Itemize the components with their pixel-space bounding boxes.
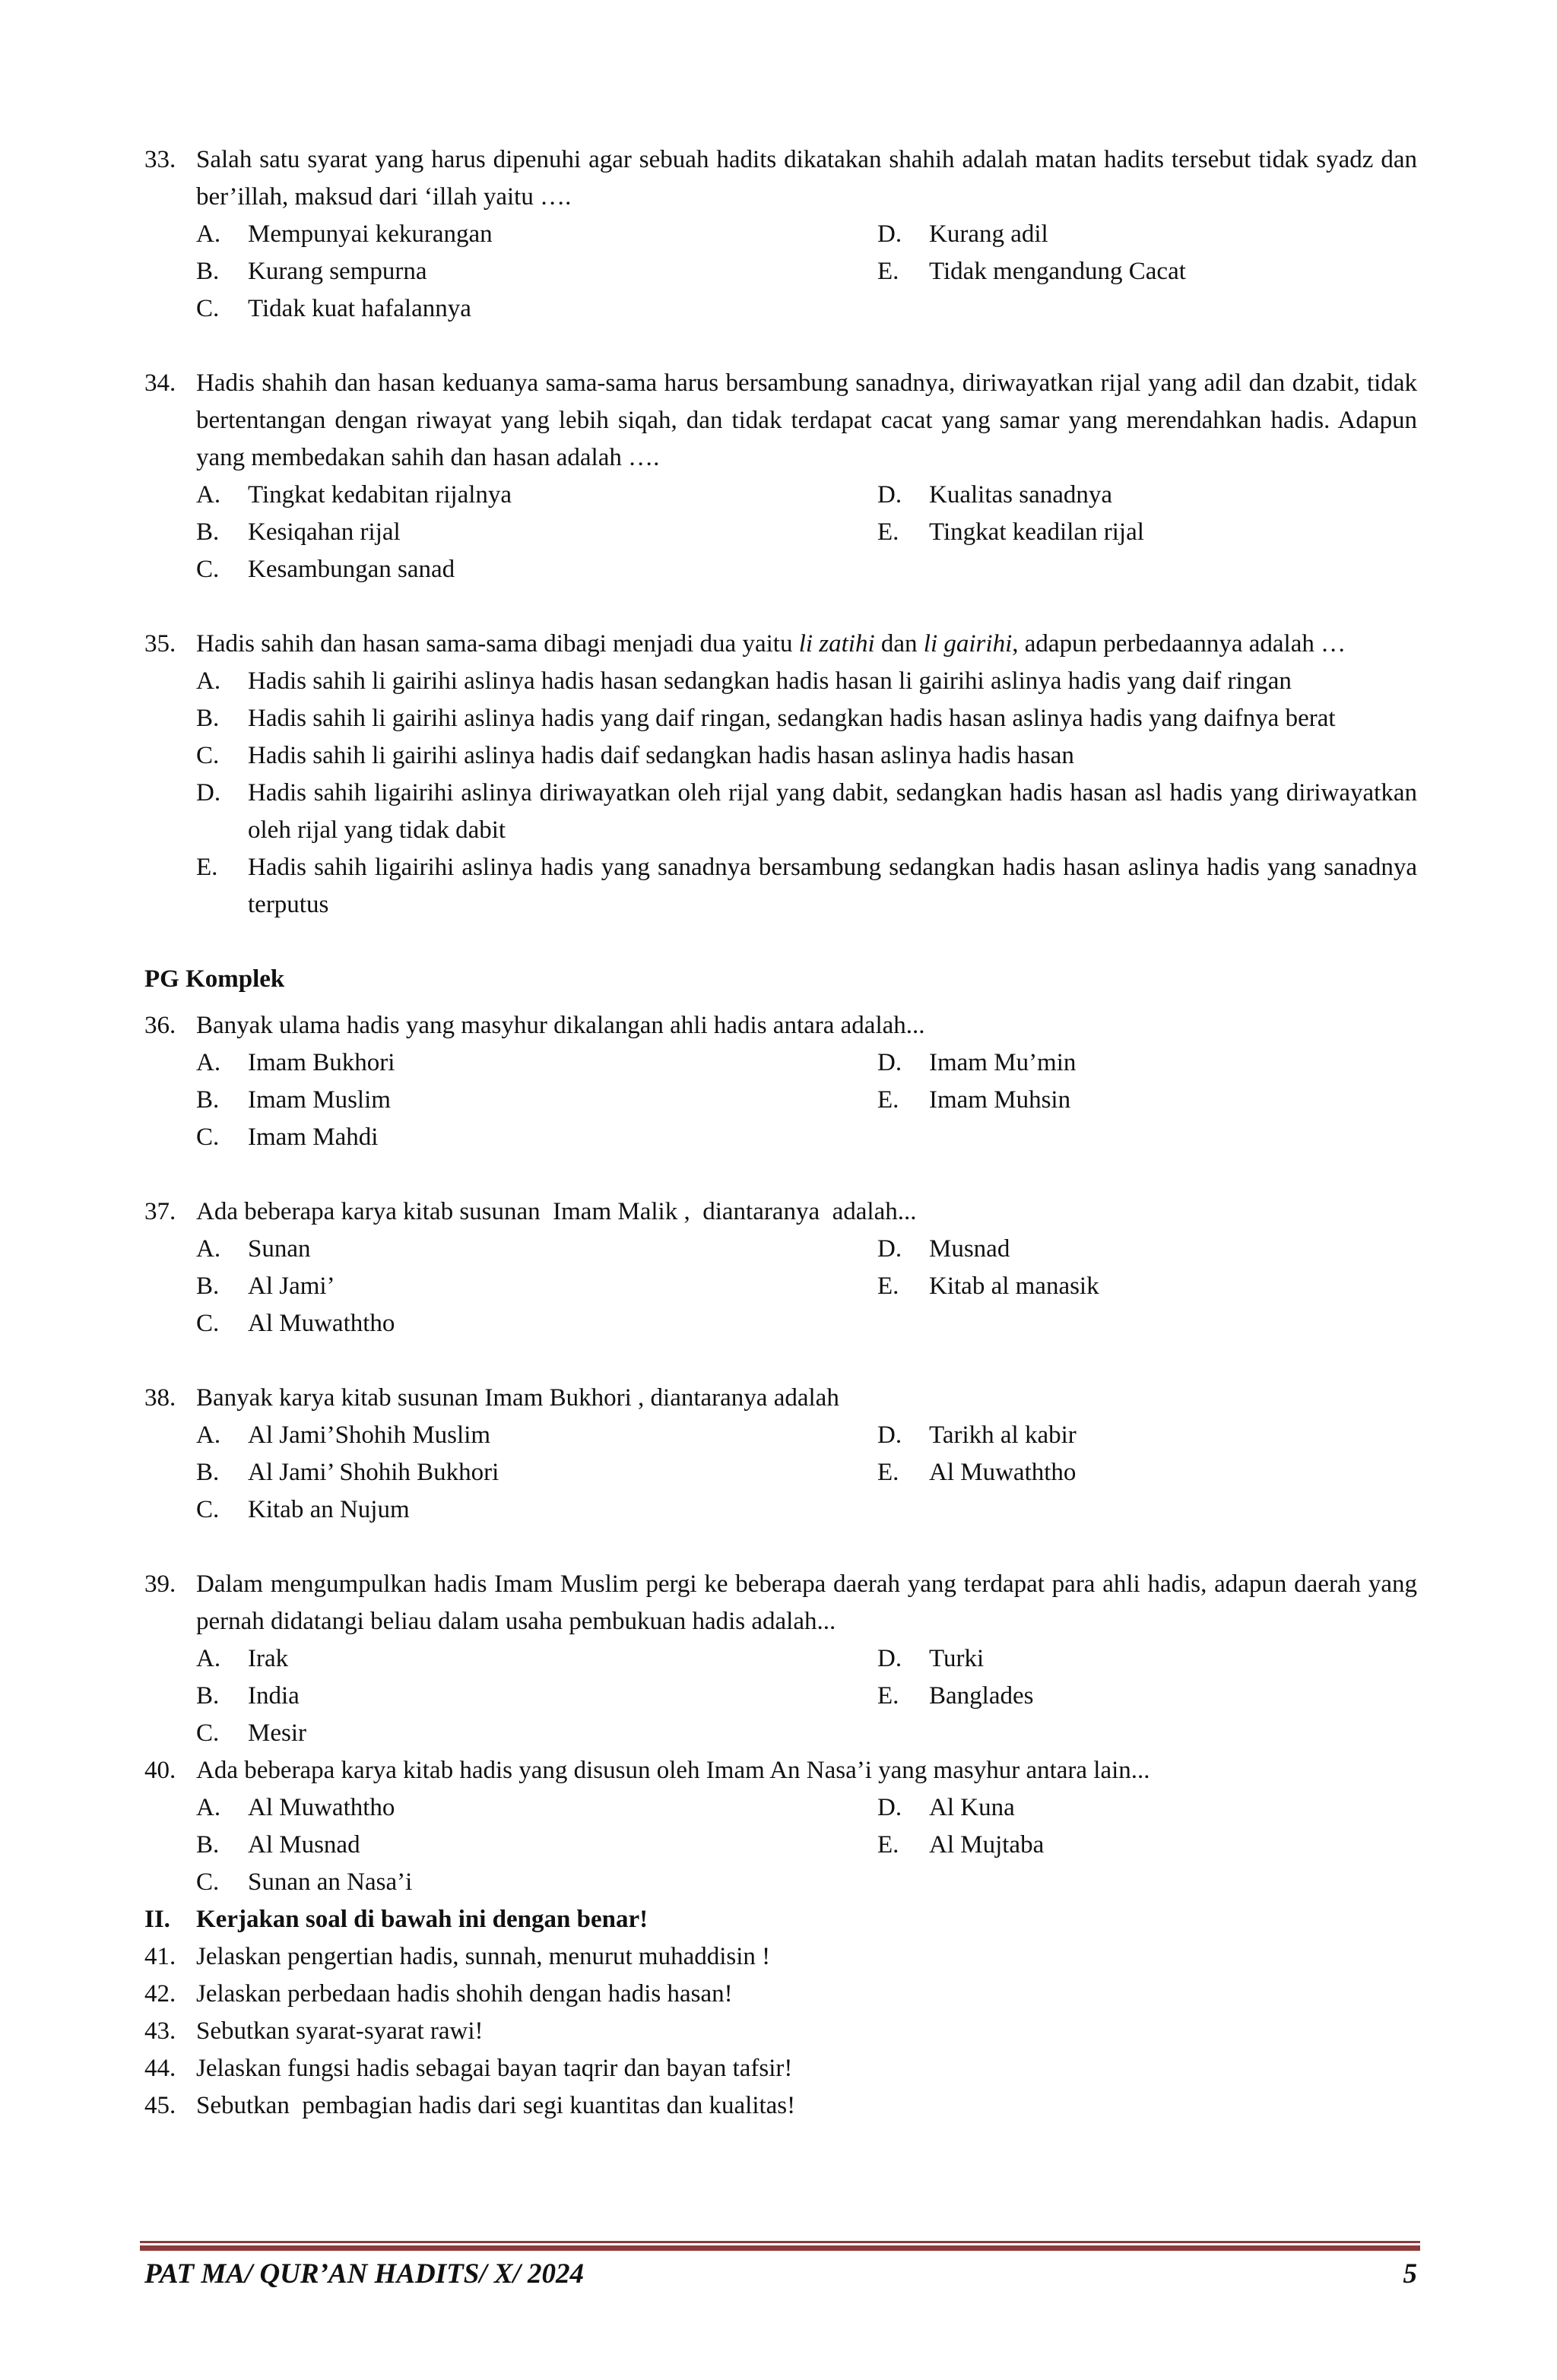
option-a: A. Imam Bukhori (196, 1049, 395, 1076)
question-number: 38. (144, 1384, 176, 1412)
footer-title: PAT MA/ QUR’AN HADITS/ X/ 2024 (144, 2258, 585, 2290)
options-grid (196, 1417, 1417, 1529)
option-c: C. Mesir (196, 1719, 306, 1747)
page-number: 5 (1403, 2258, 1417, 2290)
question-text: Hadis sahih dan hasan sama-sama dibagi menjadi dua yaitu li zatihi dan li gairihi, adapun perbedaannya adalah … (196, 630, 1346, 658)
options-grid (196, 216, 1417, 328)
question-number: 34. (144, 369, 176, 397)
option-e: E. Hadis sahih ligairihi aslinya hadis yang sanadnya bersambung sedangkan hadis hasan aslinya hadis yang sanadnya terputus (196, 854, 1417, 918)
option-a: A. Mempunyai kekurangan (196, 220, 493, 248)
option-b: B. Hadis sahih li gairihi aslinya hadis yang daif ringan, sedangkan hadis hasan aslinya hadis yang daifnya berat (196, 705, 1336, 732)
question-34 (144, 365, 1417, 588)
option-d: D. Musnad (877, 1235, 1010, 1263)
question-number: 36. (144, 1012, 176, 1039)
options-grid (196, 1044, 1417, 1156)
question-text: Salah satu syarat yang harus dipenuhi agar sebuah hadits dikatakan shahih adalah matan hadits tersebut tidak syadz dan ber’illah, maksud dari ‘illah yaitu …. (196, 146, 1417, 211)
question-number: 37. (144, 1198, 176, 1225)
question-number: 35. (144, 630, 176, 658)
question-text: Ada beberapa karya kitab hadis yang disusun oleh Imam An Nasa’i yang masyhur antara lain... (196, 1757, 1150, 1784)
question-text: Banyak karya kitab susunan Imam Bukhori , diantaranya adalah (196, 1384, 839, 1412)
option-e: E. Al Muwaththo (877, 1459, 1077, 1486)
option-a: A. Al Jami’Shohih Muslim (196, 1421, 491, 1449)
question-37 (144, 1193, 1417, 1342)
option-e: E. Kitab al manasik (877, 1272, 1099, 1300)
essay-question-45: 45. Sebutkan pembagian hadis dari segi kuantitas dan kualitas! (144, 2092, 796, 2119)
options-list (196, 663, 1417, 924)
question-38 (144, 1380, 1417, 1529)
question-35 (144, 626, 1417, 924)
option-e: E. Tingkat keadilan rijal (877, 518, 1144, 546)
option-a: A. Al Muwaththo (196, 1794, 395, 1821)
option-e: E. Tidak mengandung Cacat (877, 258, 1186, 285)
question-36 (144, 1007, 1417, 1156)
footer-rule-thin (140, 2241, 1420, 2243)
options-grid (196, 1789, 1417, 1901)
essay-question-43: 43. Sebutkan syarat-syarat rawi! (144, 2017, 484, 2045)
question-text: Hadis shahih dan hasan keduanya sama-sama harus bersambung sanadnya, diriwayatkan rijal yang adil dan dzabit, tidak bertentangan dengan riwayat yang lebih siqah, dan tidak terdapat cacat yang samar yang merendahkan hadis. Adapun yang membedakan sahih dan hasan adalah …. (196, 369, 1417, 471)
option-c: C. Kitab an Nujum (196, 1496, 410, 1523)
option-c: C. Kesambungan sanad (196, 556, 455, 583)
option-a: A. Sunan (196, 1235, 311, 1263)
options-grid (196, 1640, 1417, 1752)
footer-rule-thick (140, 2245, 1420, 2251)
question-text: Banyak ulama hadis yang masyhur dikalangan ahli hadis antara adalah... (196, 1012, 925, 1039)
option-b: B. Imam Muslim (196, 1086, 391, 1114)
question-40 (144, 1752, 1417, 1901)
option-a: A. Tingkat kedabitan rijalnya (196, 481, 512, 509)
options-grid (196, 1231, 1417, 1342)
question-number: 33. (144, 146, 176, 173)
option-c: C. Tidak kuat hafalannya (196, 295, 471, 322)
question-33 (144, 141, 1417, 328)
option-a: A. Irak (196, 1645, 289, 1672)
option-b: B. Al Jami’ (196, 1272, 335, 1300)
option-b: B. Al Jami’ Shohih Bukhori (196, 1459, 499, 1486)
question-text: Ada beberapa karya kitab susunan Imam Malik , diantaranya adalah... (196, 1198, 917, 1225)
option-d: D. Kurang adil (877, 220, 1048, 248)
option-d: D. Tarikh al kabir (877, 1421, 1077, 1449)
options-grid (196, 477, 1417, 588)
option-b: B. Al Musnad (196, 1831, 360, 1859)
page-footer (144, 2256, 1417, 2293)
section-heading-pg-komplek: PG Komplek (144, 965, 285, 993)
option-e: E. Al Mujtaba (877, 1831, 1045, 1859)
option-e: E. Imam Muhsin (877, 1086, 1071, 1114)
option-e: E. Banglades (877, 1682, 1034, 1710)
option-d: D. Turki (877, 1645, 985, 1672)
option-b: B. Kurang sempurna (196, 258, 427, 285)
essay-question-41: 41. Jelaskan pengertian hadis, sunnah, menurut muhaddisin ! (144, 1943, 771, 1970)
option-d: D. Imam Mu’min (877, 1049, 1077, 1076)
option-c: C. Sunan an Nasa’i (196, 1868, 413, 1896)
option-c: C. Imam Mahdi (196, 1123, 379, 1151)
option-a: A. Hadis sahih li gairihi aslinya hadis hasan sedangkan hadis hasan li gairihi aslinya hadis yang daif ringan (196, 667, 1292, 695)
essay-question-44: 44. Jelaskan fungsi hadis sebagai bayan taqrir dan bayan tafsir! (144, 2055, 793, 2082)
section-heading-essay: II. Kerjakan soal di bawah ini dengan benar! (144, 1906, 648, 1933)
option-d: D. Al Kuna (877, 1794, 1015, 1821)
option-c: C. Hadis sahih li gairihi aslinya hadis daif sedangkan hadis hasan aslinya hadis hasan (196, 742, 1074, 769)
option-b: B. India (196, 1682, 300, 1710)
question-text: Dalam mengumpulkan hadis Imam Muslim pergi ke beberapa daerah yang terdapat para ahli hadis, adapun daerah yang pernah didatangi beliau dalam usaha pembukuan hadis adalah... (196, 1570, 1417, 1635)
option-d: D. Kualitas sanadnya (877, 481, 1113, 509)
option-c: C. Al Muwaththo (196, 1310, 395, 1337)
essay-question-42: 42. Jelaskan perbedaan hadis shohih dengan hadis hasan! (144, 1980, 733, 2008)
question-39 (144, 1566, 1417, 1752)
question-number: 39. (144, 1570, 176, 1598)
option-b: B. Kesiqahan rijal (196, 518, 401, 546)
question-number: 40. (144, 1757, 176, 1784)
option-d: D. Hadis sahih ligairihi aslinya diriwayatkan oleh rijal yang dabit, sedangkan hadis hasan asl hadis yang diriwayatkan oleh rijal yang tidak dabit (196, 779, 1417, 844)
